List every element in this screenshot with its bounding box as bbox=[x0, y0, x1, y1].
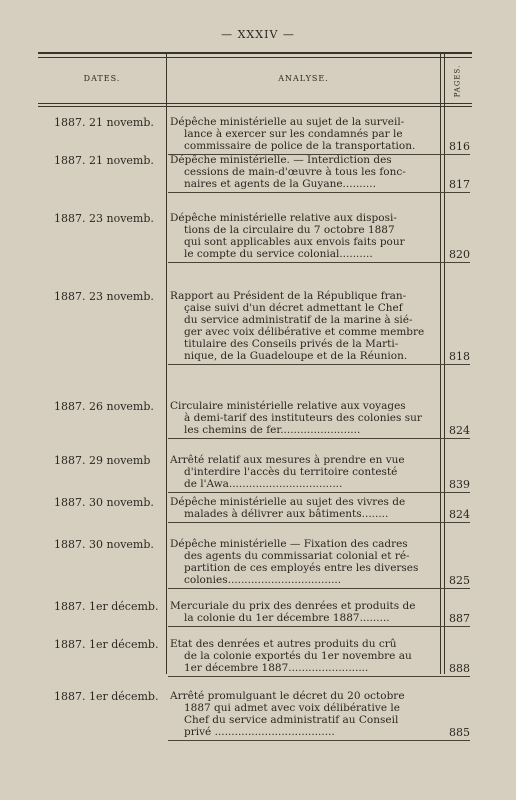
header-rule bbox=[38, 103, 472, 104]
entry-page: 885 bbox=[449, 726, 470, 739]
entry-text-line: 1887 qui admet avec voix délibérative le bbox=[184, 702, 400, 714]
entry-date: 1887. 1er décemb. bbox=[54, 638, 159, 651]
header-pages-label: PAGES. bbox=[453, 64, 462, 98]
entry-page: 818 bbox=[449, 350, 470, 363]
entry-separator bbox=[168, 262, 470, 263]
entry-text-line: 1er décembre 1887........................ bbox=[184, 662, 369, 674]
entry-separator bbox=[168, 522, 470, 523]
entry-text-line: commissaire de police de la transportation. bbox=[184, 140, 416, 152]
entry-analysis bbox=[170, 116, 436, 152]
entry-text-line: Dépêche ministérielle — Fixation des cadres bbox=[170, 538, 408, 550]
entry-text-line: colonies.................................. bbox=[184, 574, 342, 586]
entry-text-line: la colonie du 1er décembre 1887......... bbox=[184, 612, 390, 624]
header-rule bbox=[38, 106, 472, 107]
entry-date: 1887. 26 novemb. bbox=[54, 400, 154, 413]
entry-text-line: nique, de la Guadeloupe et de la Réunion. bbox=[184, 350, 408, 362]
entry-text-line: titulaire des Conseils privés de la Marti- bbox=[184, 338, 399, 350]
header-dates: DATES. bbox=[83, 74, 121, 83]
entry-text-line: Mercuriale du prix des denrées et produits de bbox=[170, 600, 416, 612]
entry-date: 1887. 30 novemb. bbox=[54, 496, 154, 509]
entry-date: 1887. 30 novemb. bbox=[54, 538, 154, 551]
entry-page: 888 bbox=[449, 662, 470, 675]
header-pages bbox=[443, 62, 471, 100]
entry-text-line: à demi-tarif des instituteurs des colonies sur bbox=[184, 412, 422, 424]
entry-date: 1887. 1er décemb. bbox=[54, 690, 159, 703]
header-analyse: ANALYSE. bbox=[278, 74, 329, 83]
entry-page: 824 bbox=[449, 424, 470, 437]
entry-text-line: naires et agents de la Guyane.......... bbox=[184, 178, 376, 190]
entry-text-line: tions de la circulaire du 7 octobre 1887 bbox=[184, 224, 395, 236]
entry-page: 887 bbox=[449, 612, 470, 625]
entry-analysis bbox=[170, 496, 436, 520]
entry-text-line: Dépêche ministérielle au sujet des vivres de bbox=[170, 496, 406, 508]
entry-date: 1887. 1er décemb. bbox=[54, 600, 159, 613]
entry-page: 824 bbox=[449, 508, 470, 521]
entry-text-line: lance à exercer sur les condamnés par le bbox=[184, 128, 403, 140]
entry-text-line: les chemins de fer........................ bbox=[184, 424, 361, 436]
entry-text-line: cessions de main-d'œuvre à tous les fonc- bbox=[184, 166, 406, 178]
entry-analysis bbox=[170, 638, 436, 674]
entry-page: 839 bbox=[449, 478, 470, 491]
entry-analysis bbox=[170, 212, 436, 260]
entry-text-line: le compte du service colonial.......... bbox=[184, 248, 373, 260]
entry-date: 1887. 23 novemb. bbox=[54, 212, 154, 225]
entry-text-line: Chef du service administratif au Conseil bbox=[184, 714, 399, 726]
entry-text-line: Dépêche ministérielle. — Interdiction des bbox=[170, 154, 392, 166]
entry-separator bbox=[168, 192, 470, 193]
entry-text-line: des agents du commissariat colonial et ré- bbox=[184, 550, 410, 562]
entry-analysis bbox=[170, 690, 436, 738]
entry-separator bbox=[168, 438, 470, 439]
entry-analysis bbox=[170, 538, 436, 586]
entry-page: 816 bbox=[449, 140, 470, 153]
entry-analysis bbox=[170, 454, 436, 490]
entry-text-line: Etat des denrées et autres produits du crû bbox=[170, 638, 397, 650]
entry-page: 820 bbox=[449, 248, 470, 261]
entry-text-line: de l'Awa.................................. bbox=[184, 478, 343, 490]
entry-separator bbox=[168, 364, 470, 365]
entry-separator bbox=[168, 588, 470, 589]
entry-date: 1887. 21 novemb. bbox=[54, 116, 154, 129]
page-number: — XXXIV — bbox=[221, 28, 295, 41]
entry-text-line: ger avec voix délibérative et comme membre bbox=[184, 326, 425, 338]
entry-analysis bbox=[170, 154, 436, 190]
entry-text-line: çaise suivi d'un décret admettant le Chef bbox=[184, 302, 403, 314]
column-divider bbox=[166, 54, 167, 674]
entry-text-line: partition de ces employés entre les diverses bbox=[184, 562, 419, 574]
entry-page: 817 bbox=[449, 178, 470, 191]
entry-text-line: qui sont applicables aux envois faits pour bbox=[184, 236, 405, 248]
entry-text-line: privé .................................... bbox=[184, 726, 335, 738]
entry-analysis bbox=[170, 400, 436, 436]
entry-page: 825 bbox=[449, 574, 470, 587]
entry-separator bbox=[168, 676, 470, 677]
entry-text-line: d'interdire l'accès du territoire contesté bbox=[184, 466, 398, 478]
entry-separator bbox=[168, 740, 470, 741]
entry-text-line: Dépêche ministérielle relative aux disposi- bbox=[170, 212, 397, 224]
entry-text-line: Arrêté relatif aux mesures à prendre en vue bbox=[170, 454, 405, 466]
entry-separator bbox=[168, 492, 470, 493]
entry-text-line: malades à délivrer aux bâtiments........ bbox=[184, 508, 389, 520]
entry-analysis bbox=[170, 600, 436, 624]
entry-text-line: Dépêche ministérielle au sujet de la surveil- bbox=[170, 116, 405, 128]
entry-text-line: Circulaire ministérielle relative aux voyages bbox=[170, 400, 406, 412]
entry-analysis bbox=[170, 290, 436, 362]
entry-text-line: Arrêté promulguant le décret du 20 octobre bbox=[170, 690, 405, 702]
entry-text-line: du service administratif de la marine à sié- bbox=[184, 314, 413, 326]
entry-date: 1887. 29 novemb bbox=[54, 454, 151, 467]
entry-text-line: Rapport au Président de la République fran- bbox=[170, 290, 407, 302]
entry-date: 1887. 21 novemb. bbox=[54, 154, 154, 167]
entry-separator bbox=[168, 626, 470, 627]
index-table bbox=[38, 52, 472, 739]
entry-text-line: de la colonie exportés du 1er novembre au bbox=[184, 650, 412, 662]
entry-date: 1887. 23 novemb. bbox=[54, 290, 154, 303]
